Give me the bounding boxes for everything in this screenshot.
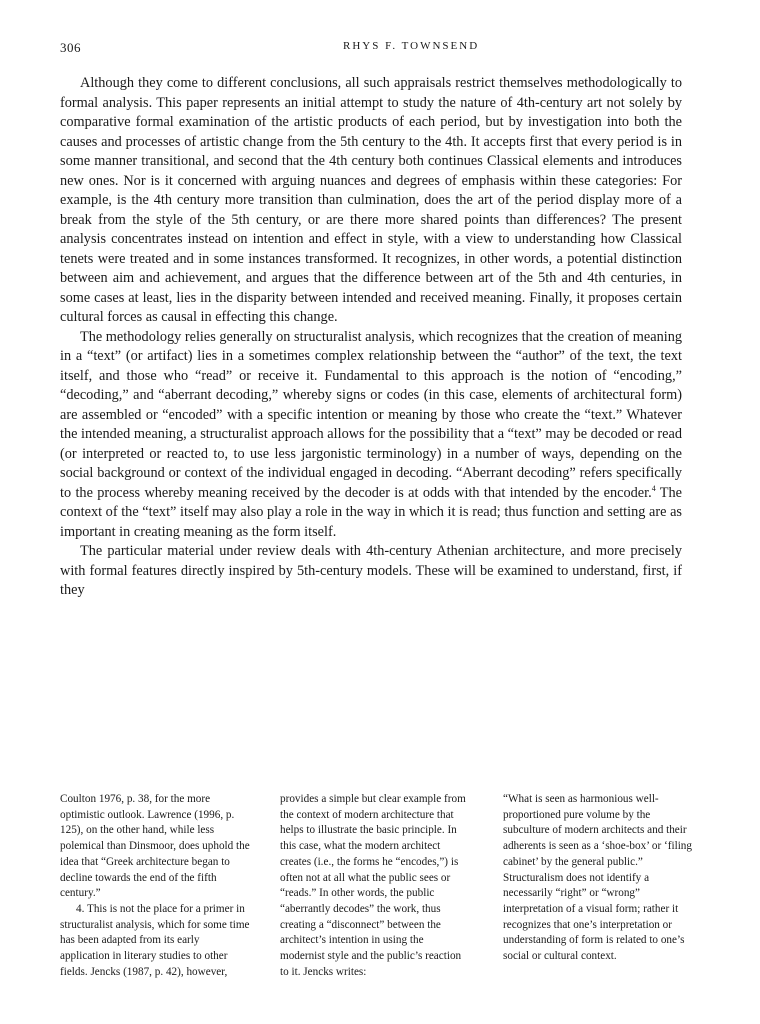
paragraph-text: The methodology relies generally on structuralist analysis, which recognizes that the creation of meaning in a “text” (or artifact) lies in a sometimes complex relationship between the “author” of the text, the text itself, and those who “read” or receive it. Fundamental to this approach is the notion of “encoding,” “decoding,” and “aberrant decoding,” whereby signs or codes (in this case, elements of architectural form) are assembled or “encoded” with a specific intention or meaning by those who create the “text.” Whatever the intended meaning, a structuralist approach allows for the possibility that a “text” may be decoded or read (or interpreted or reacted to, to use less jargonistic terminology) in a number of ways, depending on the social background or context of the individual engaged in decoding. “Aberrant decoding” refers specifically to the process whereby meaning received by the decoder is at odds with that intended by the encoder. [60,328,682,501]
footnote-4: 4. This is not the place for a primer in structuralist analysis, which for some time has been adapted from its early application in literary studies to other fields. Jencks (1987, p. 42), however, [60,902,250,978]
footnote-column [280,792,470,980]
paragraph [60,542,682,601]
running-head: RHYS F. TOWNSEND [343,40,480,52]
paragraph-text: The particular material under review deals with 4th-century Athenian architecture, and more precisely with formal features directly inspired by 5th-century models. These will be examined to understand, first, if they [60,543,682,598]
main-text [60,74,682,601]
page-header [60,40,688,60]
paragraph-text: The context of the “text” itself may also play a role in the way in which it is read; thus function and setting are as important in creating meaning as the form itself. [60,484,683,540]
footnote-4-quote: “What is seen as harmonious well-proportioned pure volume by the subculture of modern architects and their adherents is seen as a ‘shoe-box’ or ‘filing cabinet’ by the general public.” Structuralism does not identify a necessarily “right” or “wrong” interpretation of a visual form; rather it recognizes that one’s interpretation or understanding of form is related to one’s social or cultural context. [503,793,692,963]
paragraph-text: Although they come to different conclusions, all such appraisals restrict themselves methodologically to formal analysis. This paper represents an initial attempt to study the nature of 4th-century art not solely by comparative formal examination of the artistic products of each period, but by investigation into both the causes and processes of artistic change from the 5th century to the 4th. It accepts first that every period is in some manner transitional, and second that the 4th century both continues Classical elements and introduces new ones. Nor is it concerned with arguing nuances and degrees of emphasis within these categories: For example, is the 4th century more transition than culmination, does the art of the period display more of a break from the style of the 5th century, or are there more shared points than differences? The present analysis concentrates instead on intention and effect in style, with a view to understanding how Classical tenets were treated and in some instances transformed. It recognizes, in other words, a potential distinction between aim and achievement, and argues that the difference between art of the 5th and 4th centuries, in some cases at least, lies in the disparity between intended and received meaning. Finally, it proposes certain cultural forces as causal in effecting this change. [60,75,682,325]
page-number: 306 [60,40,81,55]
footnote-continued: Coulton 1976, p. 38, for the more optimistic outlook. Lawrence (1996, p. 125), on the other hand, while less polemical than Dinsmoor, does uphold the idea that “Greek architecture began to decline towards the end of the fifth century.” [60,793,250,900]
paragraph [60,74,682,328]
footnote-column [60,792,250,980]
footnote-column [503,792,693,965]
footnotes [60,792,700,978]
paragraph [60,328,682,543]
footnote-ref: 4 [651,483,656,493]
footnote-4-continued: provides a simple but clear example from the context of modern architecture that helps to illustrate the basic principle. In this case, what the modern architect creates (i.e., the forms he “encodes,”) is often not at all what the public sees or “reads.” In other words, the public “aberrantly decodes” the work, thus creating a “disconnect” between the architect’s intention in using the modernist style and the public’s reaction to it. Jencks writes: [280,793,466,978]
